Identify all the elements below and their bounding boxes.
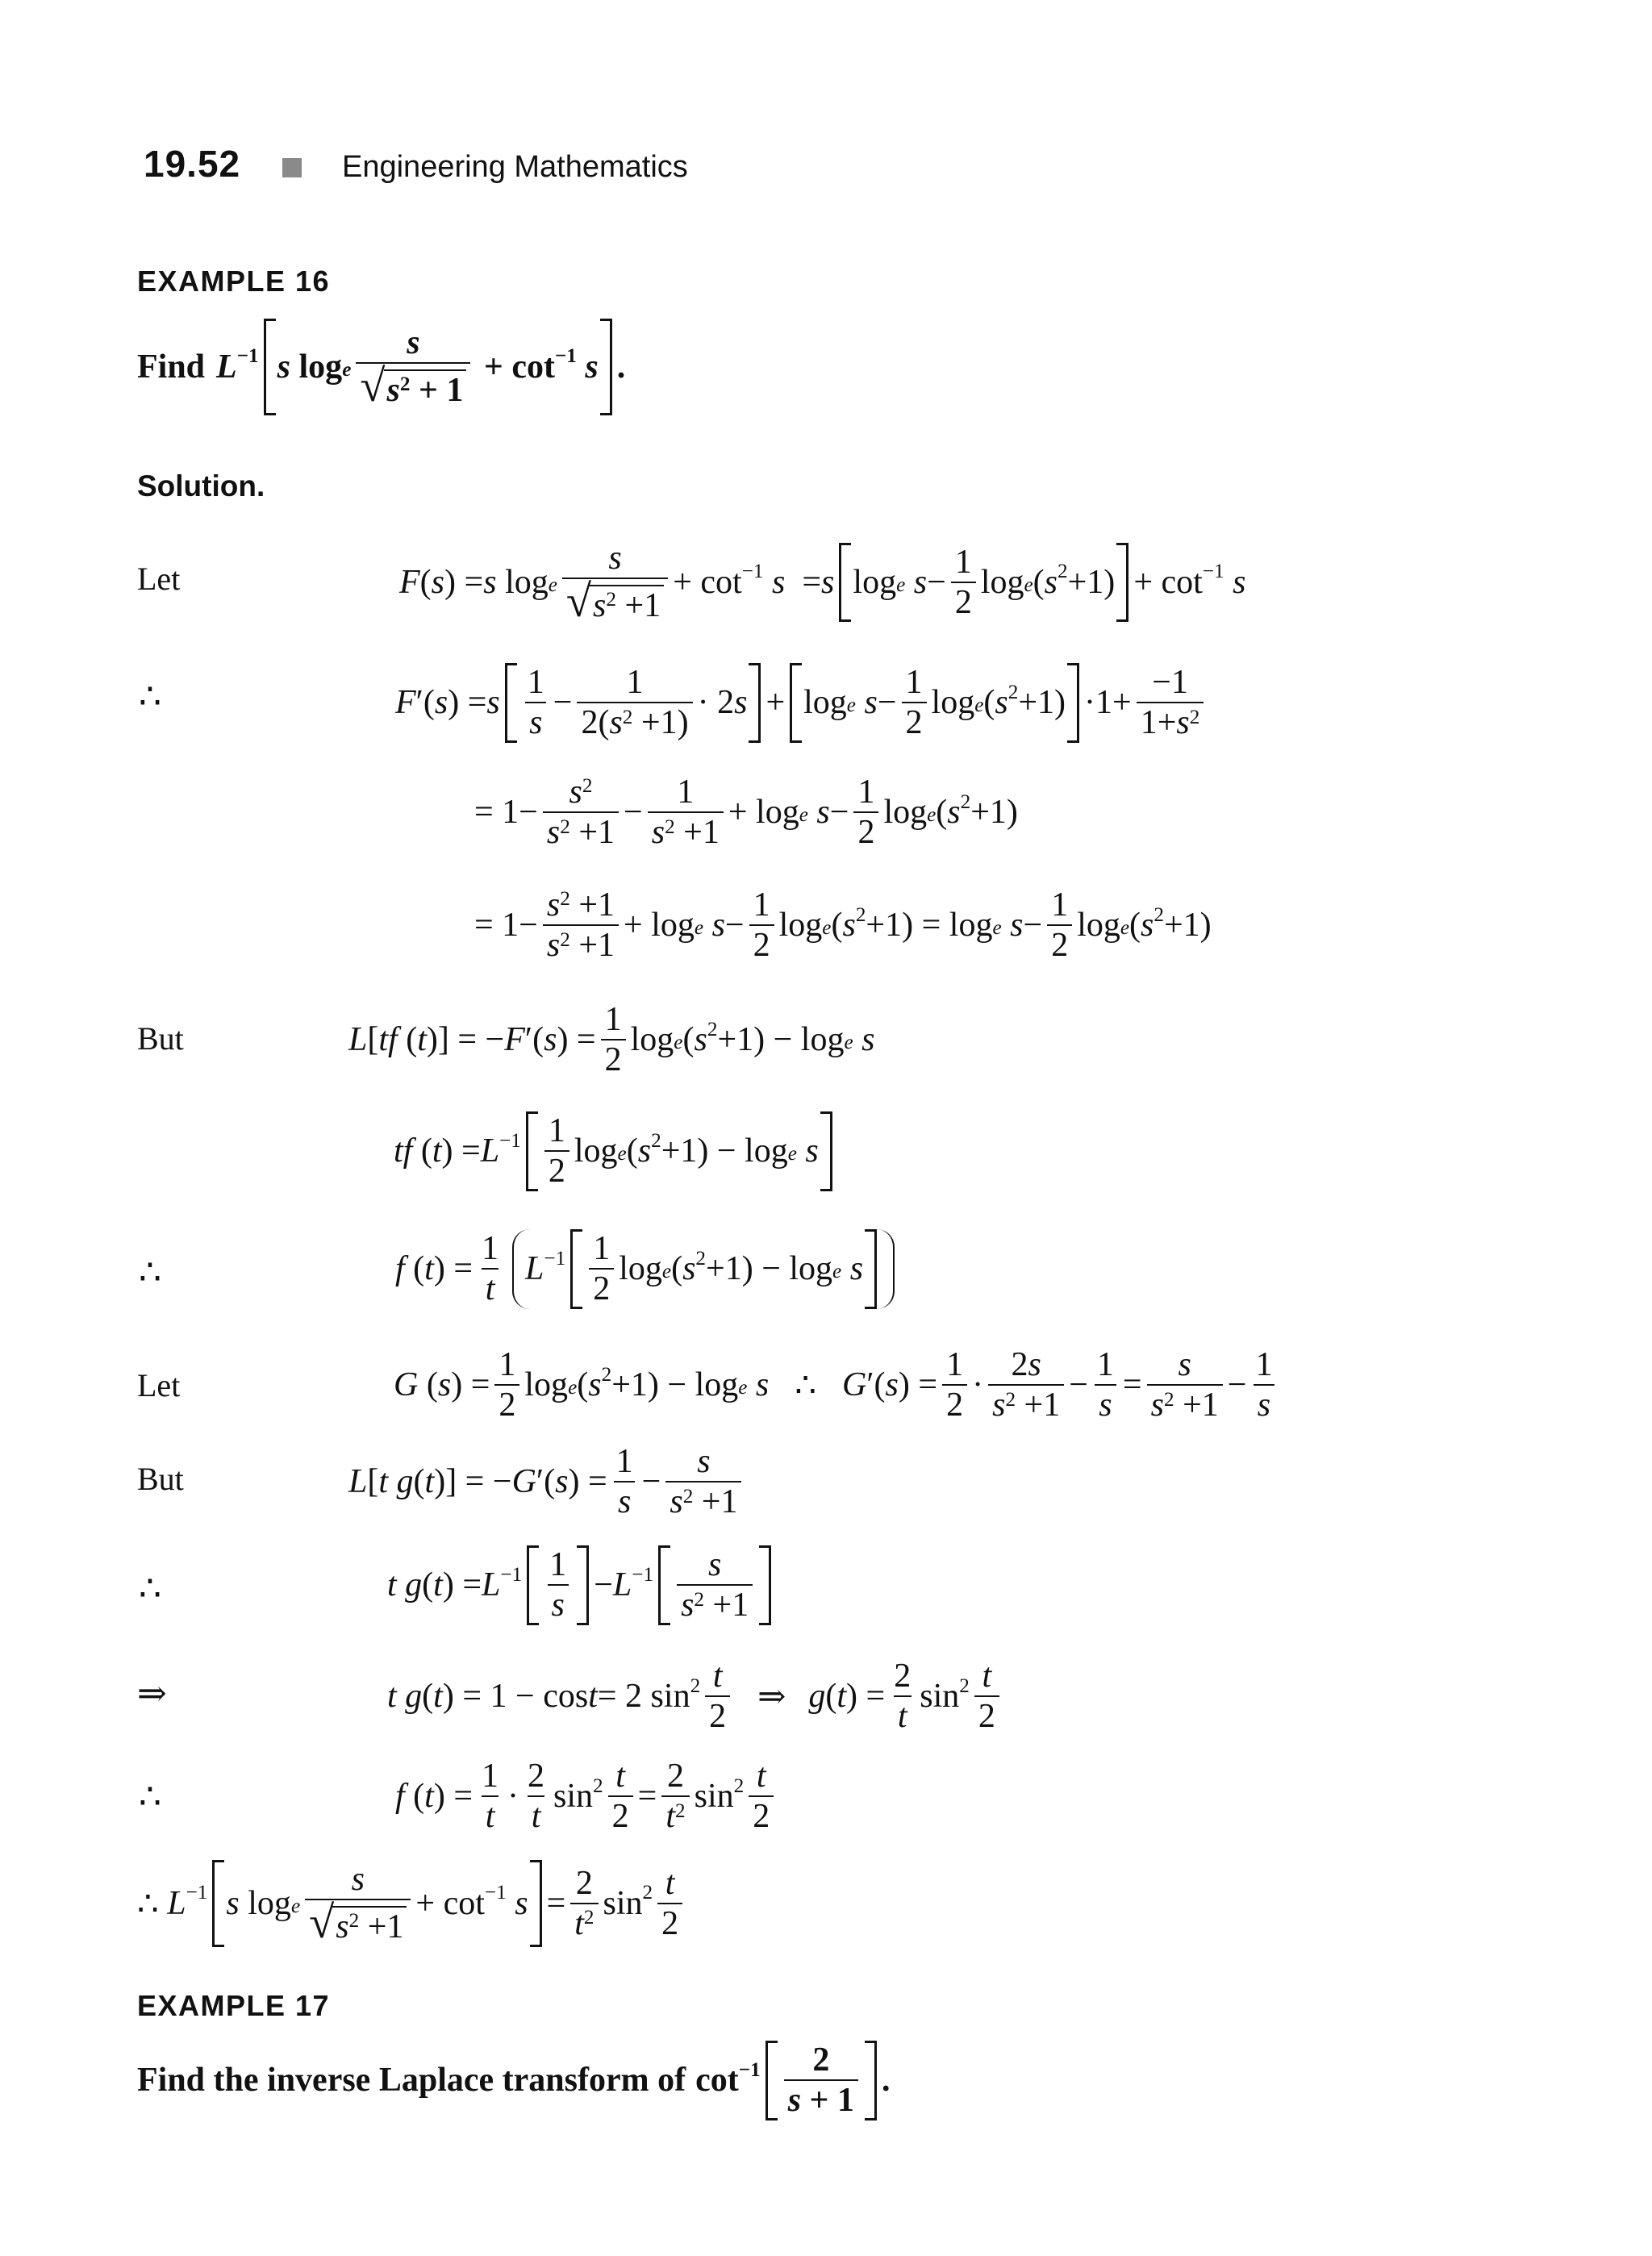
label-but-2: But [137, 1461, 184, 1497]
therefore-symbol-1: ∴ [139, 677, 161, 716]
example-17-statement: Find the inverse Laplace transform of cot $^{-1}$ $\frac{2}{s + 1}$ . [137, 2041, 891, 2120]
therefore-symbol-4: ∴ [139, 1777, 161, 1816]
example-17-text: Find the inverse Laplace transform of [137, 2062, 686, 2100]
solution-heading: Solution. [137, 469, 265, 502]
equation-step-2: = 1− $\frac{s^2}{s^2 +1}$ − $\frac{1}{s^2 +1}$ + log $_e$ s − $\frac{1}{2}$ log $_e$ ( s $^2$ +1) [474, 774, 1018, 852]
equation-tg-t: t g ( t ) = L $^{-1}$ $\frac{1}{s}$ − L $^{-1}$ $\frac{s}{s^2 +1}$ [387, 1545, 776, 1625]
running-title: Engineering Mathematics [342, 150, 688, 184]
equation-final-result: ∴ L $^{-1}$ s log $_e$ s √ $s^2 +1$ + cot $^{-1}$ s = $\frac{2}{t^2}$ sin $^2$ $\frac{t}{2}$ [137, 1860, 687, 1947]
equation-L-tf: L [ tf ( t )] = − F ′( s ) = $\frac{1}{2}$ log $_e$ ( s $^2$ +1) − log $_e$ s [348, 1001, 875, 1079]
label-but-1: But [137, 1020, 184, 1057]
equation-g-t: t g ( t ) = 1 − cos t = 2 sin $^2$ $\frac{t}{2}$ ⇒ g ( t ) = $\frac{2}{t}$ sin $^2$ $\frac{t}{2}$ [387, 1657, 1004, 1737]
equation-f-t-result: f ( t ) = $\frac{1}{t}$ · $\frac{2}{t}$ sin $^2$ $\frac{t}{2}$ = $\frac{2}{t^2}$ sin $^2$ $\frac{t}{2}$ [395, 1757, 778, 1837]
square-bullet-icon [282, 158, 302, 177]
equation-G-of-s: G ( s ) = $\frac{1}{2}$ log $_e$ ( s $^2$ +1) − log $_e$ s ∴ G ′( s ) = $\frac{1}{2}$ · $\frac{2s}{s^2 +1}$ − $\frac{1}{s}$ = $\frac{s}{s^2 +1}$ − $\frac{1}{s}$ [394, 1345, 1281, 1425]
example-16-heading: EXAMPLE 16 [137, 265, 331, 298]
equation-F-of-s: F ( s ) = s log $_e$ s √ $s^2 +1$ + cot $^{-1}$ s = s log $_e$ s − $\frac{1}{2}$ log $_e$ ( s $^2$ +1) + cot $^{-1}$ s [399, 540, 1246, 628]
label-let-1: Let [137, 561, 181, 597]
therefore-symbol-2: ∴ [139, 1253, 161, 1292]
equation-L-tg: L [ t g ( t )] = − G ′( s ) = $\frac{1}{s}$ − $\frac{s}{s^2 +1}$ [348, 1442, 746, 1522]
example-16-statement [137, 319, 625, 415]
equation-f-t: f ( t ) = $\frac{1}{t}$ L $^{-1}$ $\frac{1}{2}$ log $_e$ ( s $^2$ +1) − log $_e$ s [395, 1229, 899, 1309]
find-label: Find [137, 348, 206, 386]
page-number: 19.52 [144, 143, 241, 185]
problem-expression: L $^{-1}$ s log $_e$ s √ $s^2 + 1$ + cot $^{-1}$ s . [216, 319, 625, 415]
therefore-symbol-5: ∴ [137, 1885, 159, 1923]
equation-step-3: = 1− $\frac{s^2 +1}{s^2 +1}$ + log $_e$ s − $\frac{1}{2}$ log $_e$ ( s $^2$ +1) = log $_e$ s − $\frac{1}{2}$ log $_e$ ( s $^2$ +1) [474, 886, 1212, 965]
label-let-2: Let [137, 1367, 181, 1403]
equation-F-prime: F ′( s ) = s $\frac{1}{s}$ − $\frac{1}{2(s^2 +1)}$ · 2 s + log $_e$ s − $\frac{1}{2}$ log $_e$ ( s $^2$ +1) ·1+ $\frac{-1}{1+s^2}$ [395, 663, 1208, 743]
implies-symbol: ⇒ [137, 1674, 167, 1713]
therefore-symbol-3: ∴ [139, 1569, 161, 1608]
example-17-heading: EXAMPLE 17 [137, 1989, 331, 2022]
equation-tf-t: tf ( t ) = L $^{-1}$ $\frac{1}{2}$ log $_e$ ( s $^2$ +1) − log $_e$ s [394, 1111, 837, 1191]
